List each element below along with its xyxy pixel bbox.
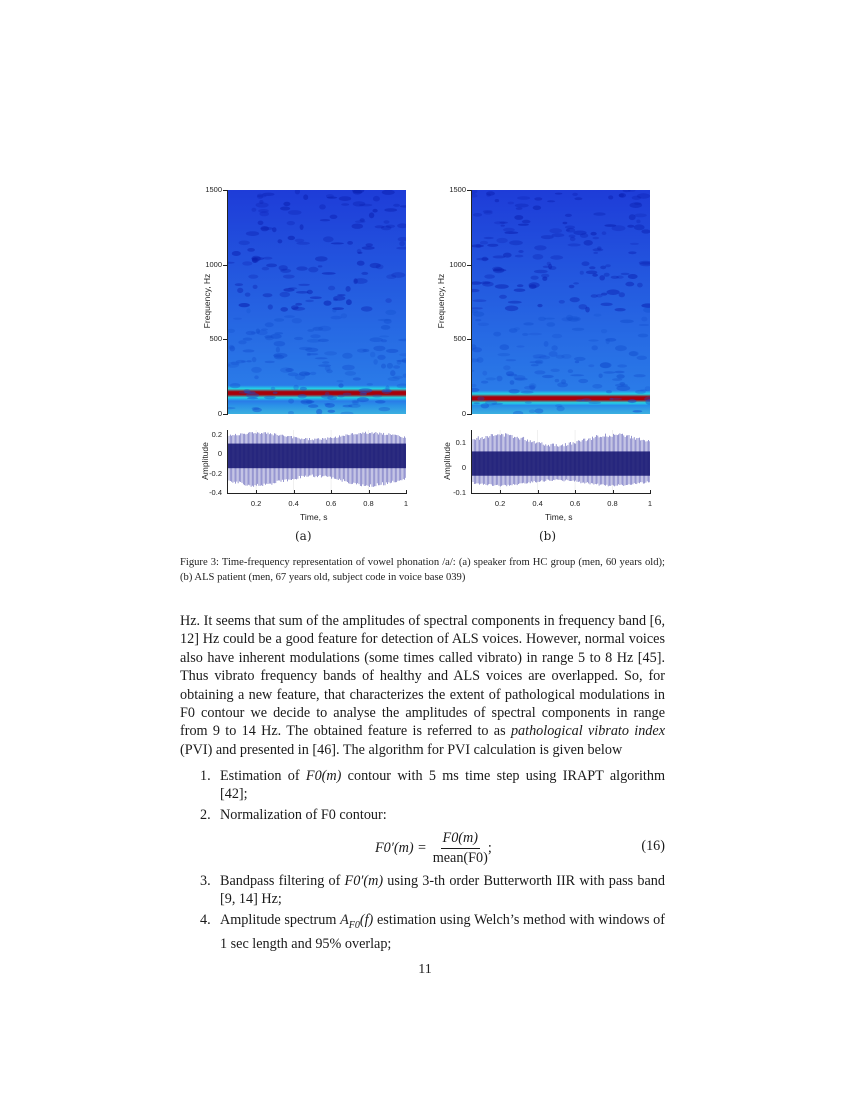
y-tick-label: 0 [217, 449, 222, 459]
equation-number: (16) [641, 838, 665, 854]
equation-numerator: F0(m) [441, 830, 480, 849]
x-tick-label: 0.2 [250, 499, 262, 508]
list-item-1 [180, 767, 665, 804]
list-number: 1. [200, 768, 211, 784]
list-text: Normalization of F0 contour: [220, 806, 387, 823]
math-inline: A [340, 911, 349, 928]
list-text: Bandpass filtering of [220, 873, 345, 889]
y-tick-mark [467, 265, 472, 266]
x-tick-mark [256, 490, 257, 494]
list-number: 3. [200, 873, 211, 889]
list-number: 2. [200, 806, 211, 823]
list-item-3 [180, 872, 665, 909]
waveform-b-axis [471, 430, 651, 494]
spectrogram-a-ylabel: Frequency, Hz [202, 273, 212, 329]
y-tick-label: 500 [453, 334, 466, 344]
waveform-a-axis [227, 430, 407, 494]
y-tick-mark [223, 190, 228, 191]
math-inline: F0′(m) [344, 873, 384, 889]
y-tick-label: 0 [461, 409, 466, 418]
y-tick-label: 1000 [205, 259, 222, 269]
y-tick-label: 0.2 [211, 429, 222, 439]
y-tick-mark [467, 190, 472, 191]
y-tick-label: 0.1 [455, 437, 466, 447]
algorithm-list-continued [180, 872, 665, 953]
equation-lhs: F0′(m) = [375, 839, 427, 856]
algorithm-list [180, 767, 665, 824]
x-tick-mark [650, 490, 651, 494]
x-tick-mark [613, 490, 614, 494]
waveform-b-ylabel: Amplitude [442, 442, 452, 480]
list-number: 4. [200, 911, 211, 928]
waveform-b-xlabel: Time, s [545, 512, 573, 522]
spectrogram-a-axis [227, 190, 407, 414]
list-text: Estimation of [220, 768, 306, 784]
page-number: 11 [418, 962, 432, 977]
y-tick-label: -0.2 [209, 468, 222, 478]
y-tick-label: 500 [209, 334, 222, 344]
spectrogram-b-ylabel: Frequency, Hz [436, 273, 446, 329]
x-tick-mark [575, 490, 576, 494]
y-tick-label: -0.1 [453, 488, 466, 497]
paragraph-text-post: (PVI) and presented in [46]. The algorithm for PVI calculation is given below [180, 741, 623, 758]
list-item-2 [180, 806, 665, 824]
x-tick-label: 0.6 [325, 499, 337, 508]
equation-16 [180, 826, 665, 870]
x-tick-mark [331, 490, 332, 494]
y-tick-label: 0 [461, 462, 466, 472]
figure-caption: Figure 3: Time-frequency representation of vowel phonation /a/: (a) speaker from HC group (men, 60 years old); (b) ALS patient (men, 67 years old, subject code in voice base 039) [180, 557, 665, 583]
y-tick-label: 1000 [449, 259, 466, 269]
x-tick-label: 0.8 [607, 499, 618, 508]
math-inline: (f) [359, 911, 374, 928]
math-inline: F0(m) [305, 768, 342, 784]
x-tick-mark [369, 490, 370, 494]
x-tick-mark [538, 490, 539, 494]
list-text: using 3-th order Butterworth IIR with pass band [9, 14] Hz; [220, 873, 665, 908]
x-tick-label: 0.6 [569, 499, 581, 508]
y-tick-mark [467, 414, 472, 415]
equation-denominator: mean(F0) [432, 849, 488, 866]
x-tick-mark [500, 490, 501, 494]
waveform-a-ylabel: Amplitude [200, 442, 210, 480]
list-text: estimation using Welch’s method with windows of 1 sec length and 95% overlap; [220, 911, 665, 953]
x-tick-label: 0.8 [363, 499, 374, 508]
list-text: Amplitude spectrum [220, 911, 341, 928]
x-tick-label: 1 [647, 499, 653, 508]
y-tick-mark [223, 414, 228, 415]
y-tick-label: -0.4 [209, 488, 222, 497]
y-tick-mark [223, 265, 228, 266]
equation-trail: ; [487, 839, 492, 856]
list-item-4 [180, 911, 665, 954]
x-tick-mark [294, 490, 295, 494]
y-tick-label: 1500 [205, 185, 222, 194]
y-tick-mark [467, 339, 472, 340]
equation-fraction [433, 830, 488, 867]
waveform-a-xlabel: Time, s [300, 512, 328, 522]
x-tick-label: 0.2 [494, 499, 506, 508]
x-tick-mark [406, 490, 407, 494]
x-tick-label: 0.4 [288, 499, 299, 508]
x-tick-label: 0.4 [532, 499, 543, 508]
y-tick-label: 1500 [449, 185, 466, 194]
paragraph-text-pre: Hz. It seems that sum of the amplitudes of spectral components in frequency band [6, 12] Hz could be a good feature for detection of ALS voices. However, normal voices also have inherent modulations (some times called vibrato) in range 5 to 8 Hz [45]. Thus vibrato frequency bands of healthy and ALS voices are overlapped. So, for obtaining a new feature, that characterizes the extent of pathological modulations in F0 contour we decide to analyse the amplitudes of spectral components in range from 9 to 14 Hz. The obtained feature is referred to as [180, 613, 665, 740]
x-tick-label: 1 [403, 499, 409, 508]
spectrogram-b-axis [471, 190, 651, 414]
list-text: contour with 5 ms time step using IRAPT algorithm [42]; [220, 768, 665, 803]
body-paragraph [180, 612, 665, 759]
paragraph-term-italic: pathological vibrato index [510, 723, 665, 740]
math-subscript: F0 [348, 919, 360, 931]
panel-label-a: (a) [295, 529, 312, 543]
y-tick-mark [223, 339, 228, 340]
panel-label-b: (b) [539, 529, 557, 543]
y-tick-label: 0 [217, 409, 222, 418]
